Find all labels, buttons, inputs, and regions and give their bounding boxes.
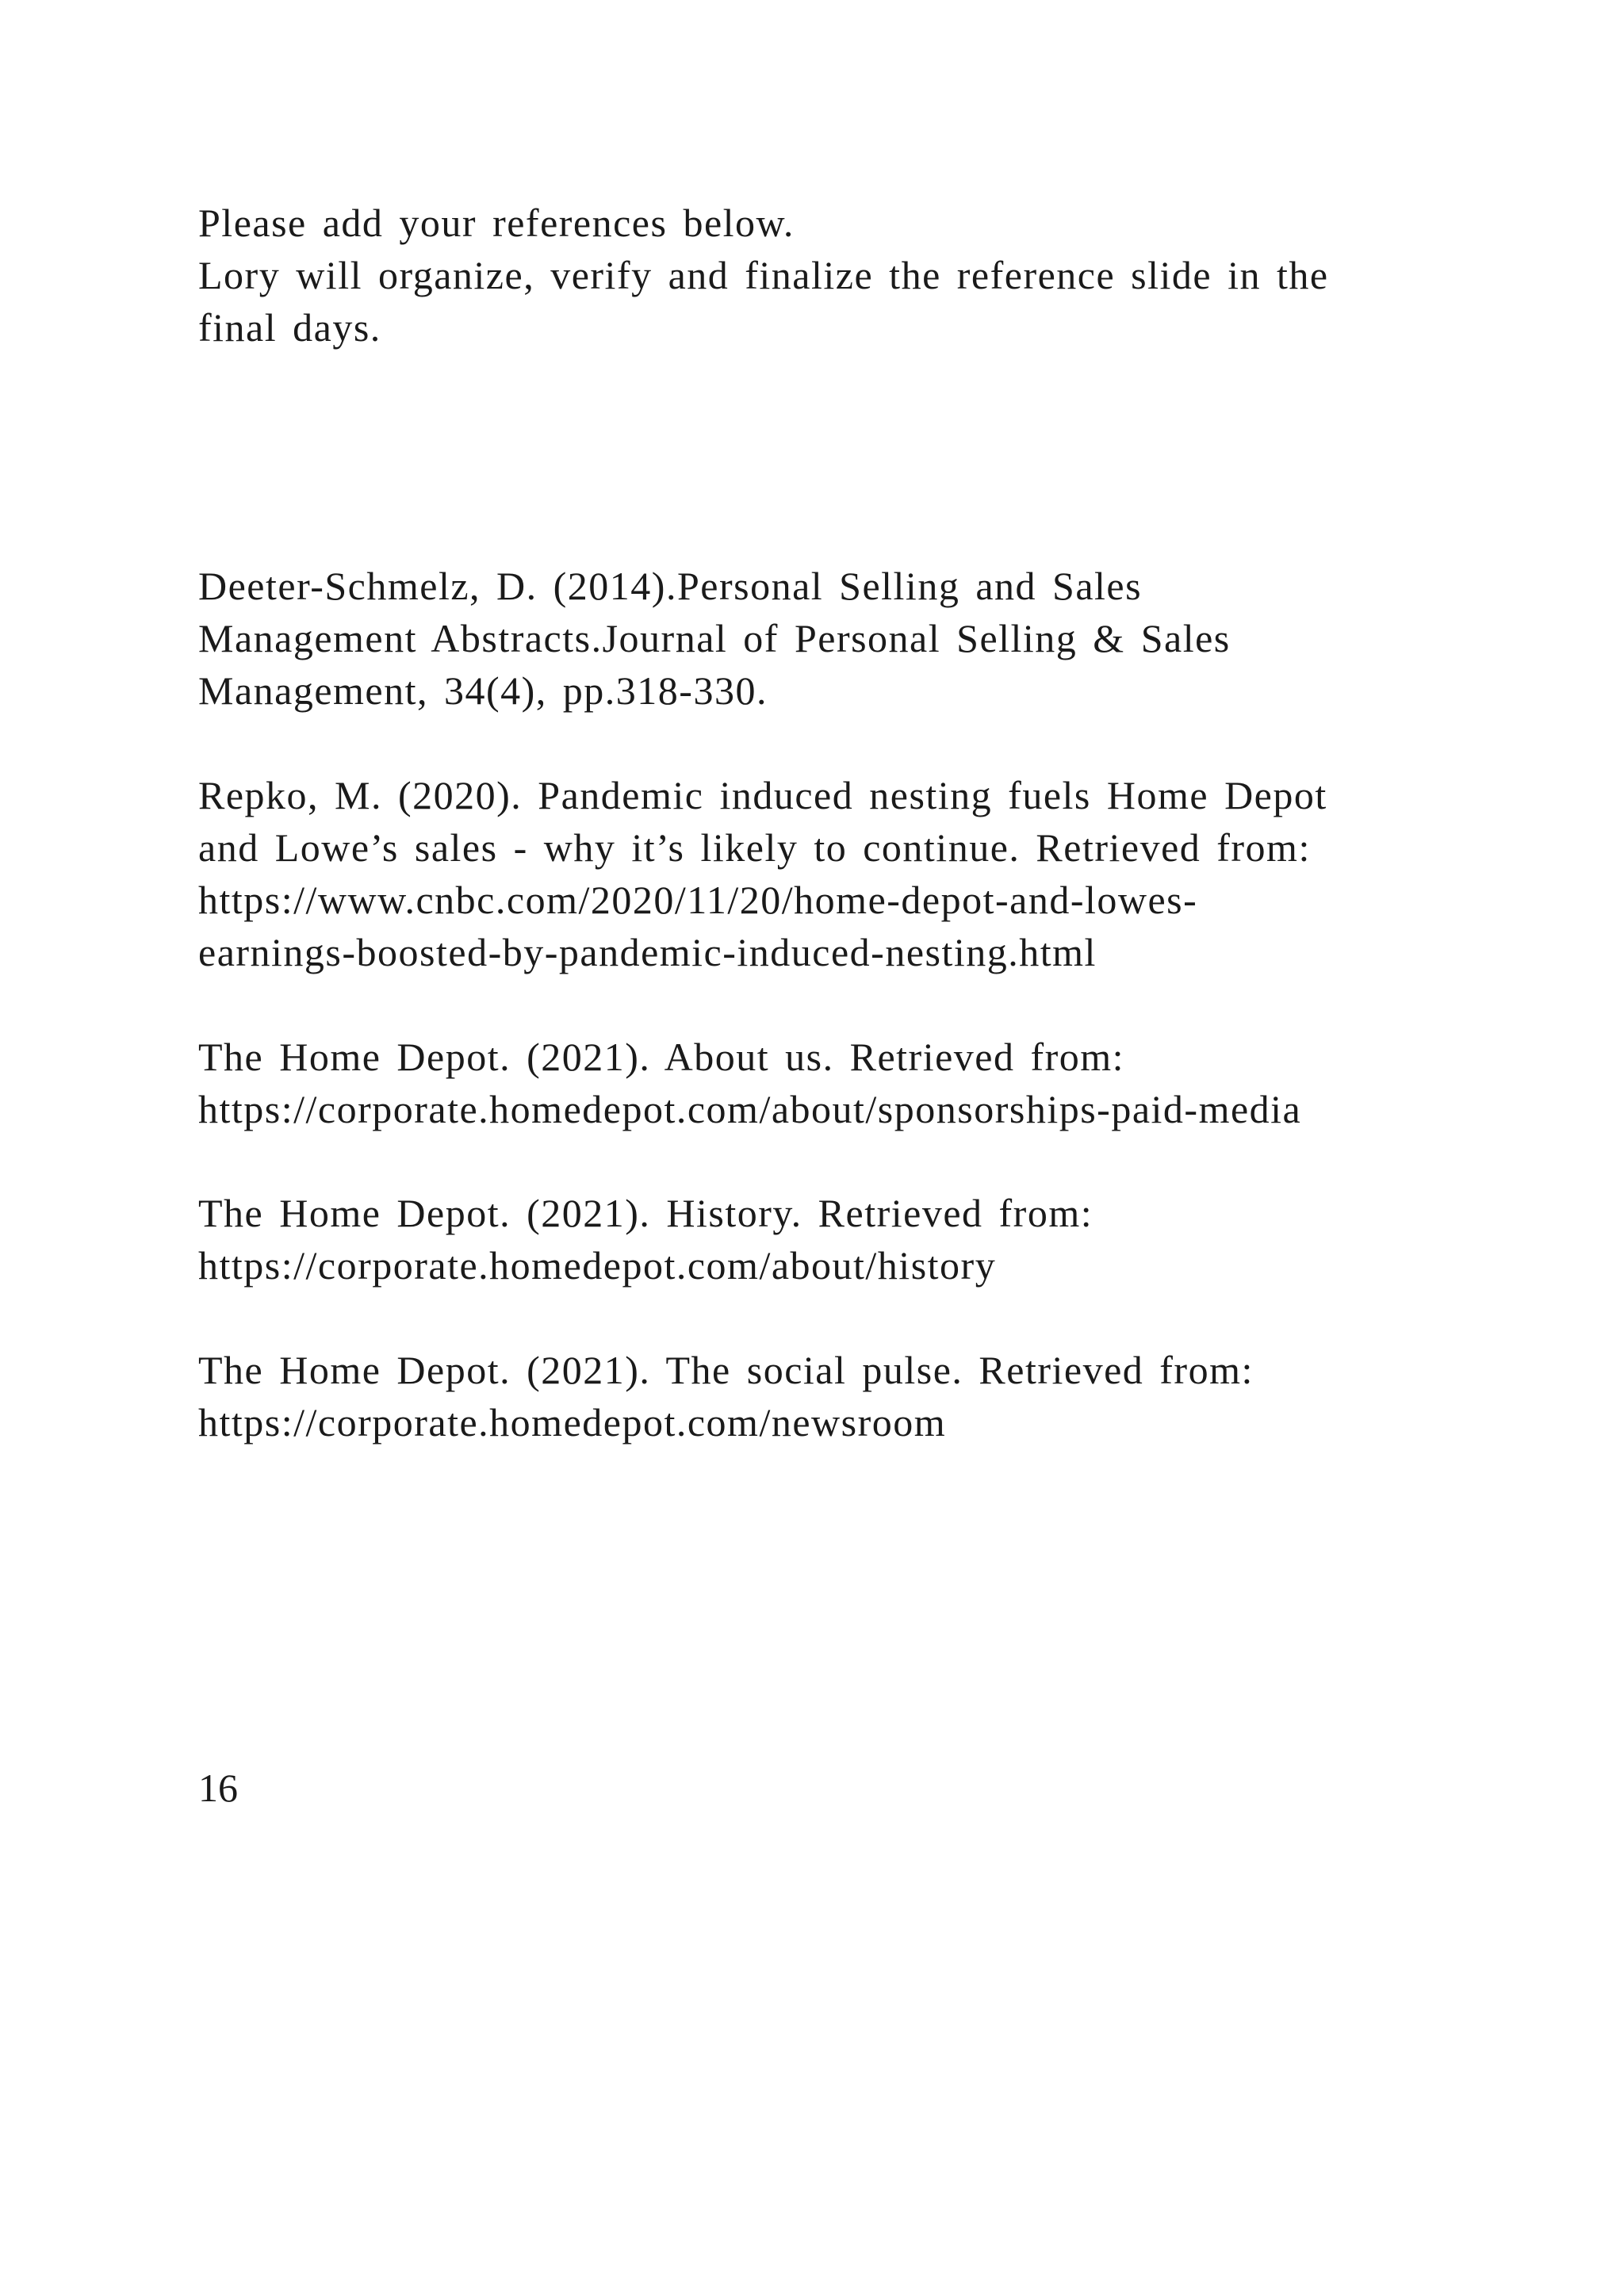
reference-line: Management Abstracts.Journal of Personal Selling & Sales: [198, 616, 1231, 660]
reference-line: and Lowe’s sales - why it’s likely to continue. Retrieved from:: [198, 825, 1311, 870]
reference-line: The Home Depot. (2021). About us. Retrieved from:: [198, 1035, 1125, 1079]
reference-entry-deeter-schmelz: [198, 560, 1435, 717]
reference-url-line: https://corporate.homedepot.com/newsroom: [198, 1400, 947, 1445]
page-number: 16: [198, 1766, 238, 1810]
intro-line: Lory will organize, verify and finalize the reference slide in the: [198, 253, 1329, 297]
reference-url-line: https://www.cnbc.com/2020/11/20/home-depot-and-lowes-: [198, 878, 1198, 922]
intro-paragraph: [198, 197, 1435, 354]
reference-line: The Home Depot. (2021). History. Retrieved from:: [198, 1191, 1094, 1235]
reference-line: Management, 34(4), pp.318-330.: [198, 668, 768, 713]
reference-url-line: https://corporate.homedepot.com/about/sponsorships-paid-media: [198, 1087, 1302, 1131]
intro-line: final days.: [198, 305, 381, 350]
reference-entry-home-depot-history: [198, 1187, 1435, 1292]
reference-entry-repko: [198, 769, 1435, 978]
reference-url-line: earnings-boosted-by-pandemic-induced-nesting.html: [198, 930, 1097, 974]
reference-url-line: https://corporate.homedepot.com/about/history: [198, 1243, 997, 1288]
reference-entry-home-depot-social-pulse: [198, 1344, 1435, 1448]
reference-line: Repko, M. (2020). Pandemic induced nesting fuels Home Depot: [198, 773, 1327, 817]
reference-line: The Home Depot. (2021). The social pulse. Retrieved from:: [198, 1348, 1254, 1392]
reference-entry-home-depot-about: [198, 1031, 1435, 1135]
intro-line: Please add your references below.: [198, 201, 795, 245]
reference-line: Deeter-Schmelz, D. (2014).Personal Selling and Sales: [198, 564, 1143, 608]
